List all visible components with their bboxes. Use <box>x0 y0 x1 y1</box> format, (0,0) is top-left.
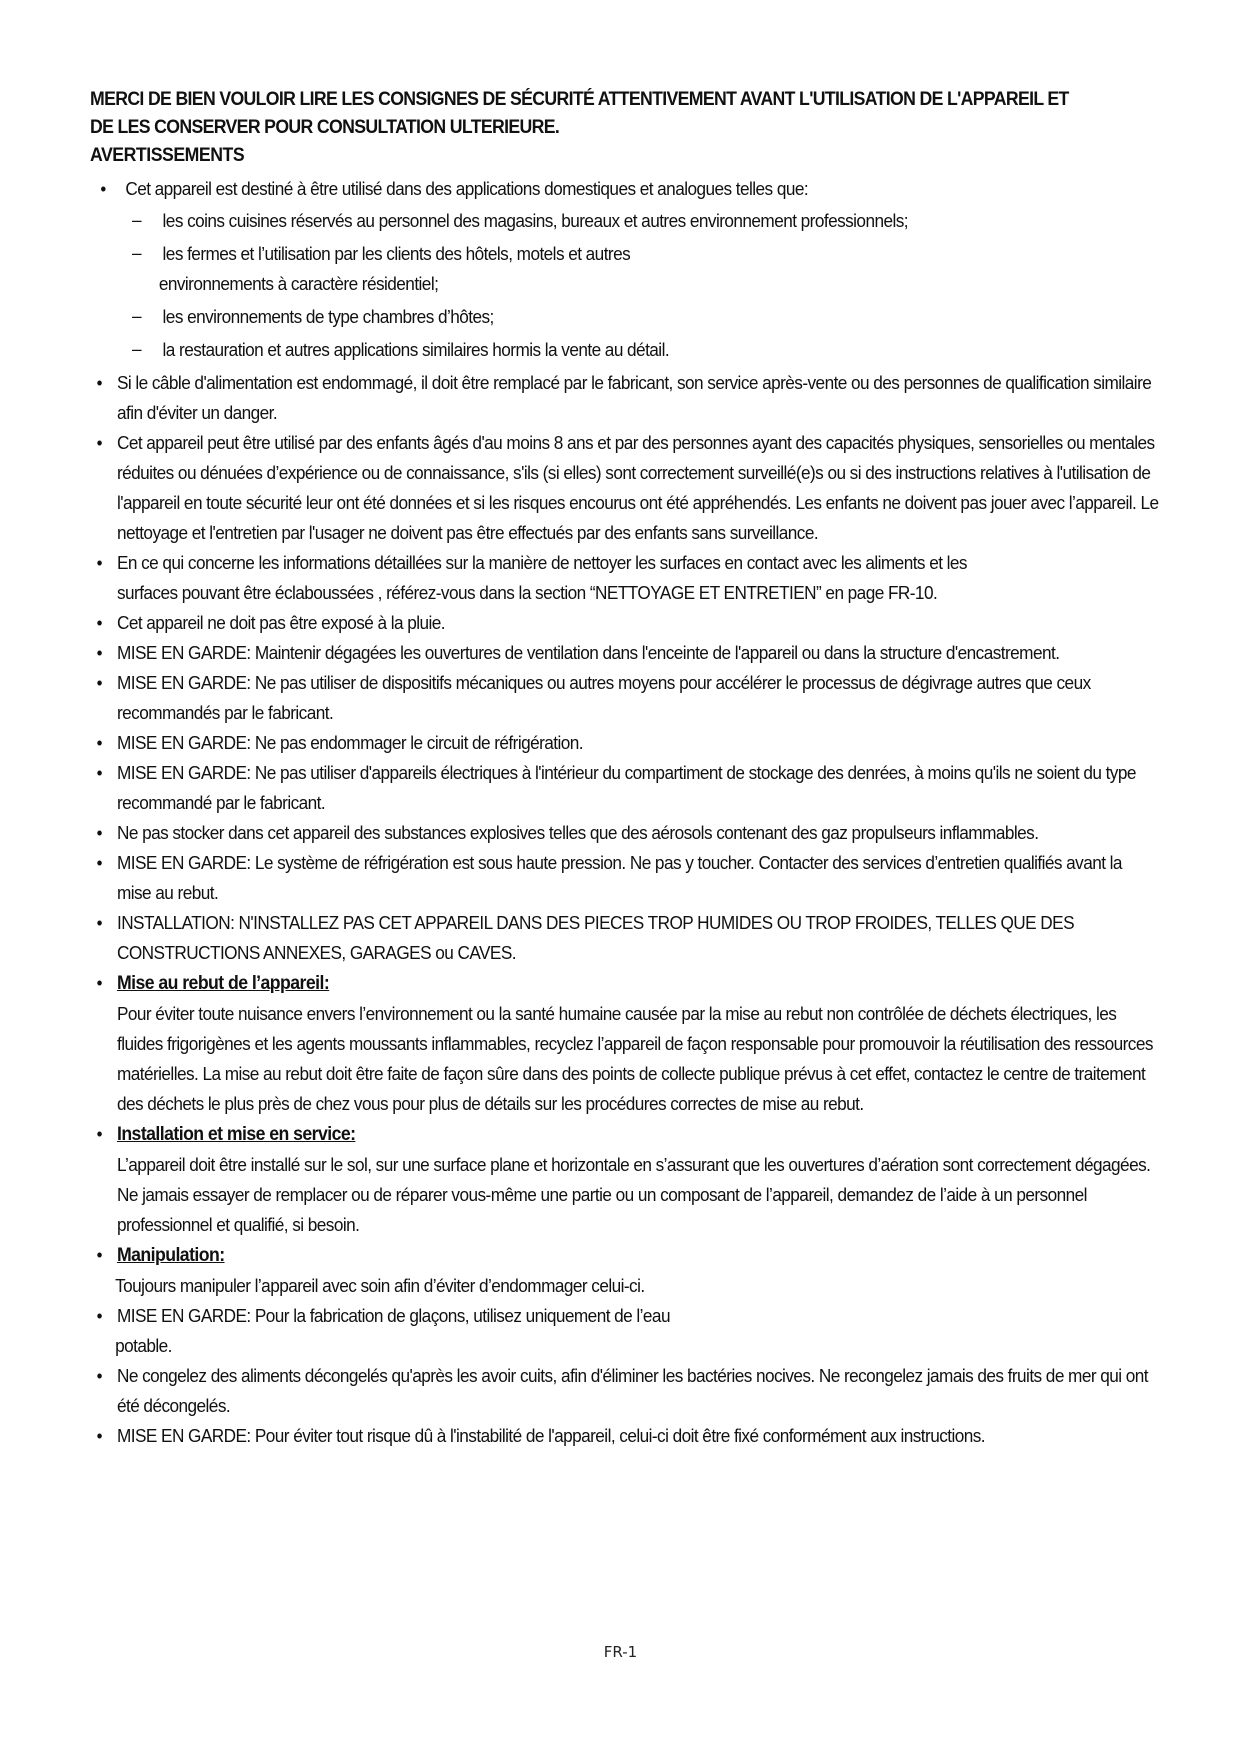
bullet-icon: • <box>96 1366 102 1386</box>
item-text: En ce qui concerne les informations détaillées sur la manière de nettoyer les surfaces en contact avec les aliments et les <box>116 552 967 573</box>
list-item-ventilation <box>90 638 1160 668</box>
bullet-icon: • <box>96 1124 102 1144</box>
sub-item-text: les coins cuisines réservés au personnel des magasins, bureaux et autres environnement professionnels; <box>162 210 909 231</box>
bullet-icon: • <box>96 1306 102 1326</box>
bullet-icon: • <box>96 1426 102 1446</box>
handling-title: Manipulation: <box>116 1245 225 1266</box>
bullet-icon: • <box>96 553 102 573</box>
item-text: Ne congelez des aliments décongelés qu'après les avoir cuits, afin d'éliminer les bactéries nocives. Ne recongelez jamais des fruits de mer qui ont été décongelés. <box>116 1365 1148 1416</box>
bullet-icon: • <box>96 373 102 393</box>
list-item-children <box>90 428 1160 548</box>
item-text: Cet appareil peut être utilisé par des enfants âgés d'au moins 8 ans et par des personnes ayant des capacités physiques, sensorielles ou mentales réduites ou dénuées d’expérience ou de connaissance, s'ils (si elles) sont correctement surveillé(e)s ou si des instructions relatives à l'utilisation de l'appareil en toute sécurité leur ont été données et si les risques encourus ont été appréhendés. Les enfants ne doivent pas jouer avec l’appareil. Le nettoyage et l'entretien par l'usager ne doivent pas être effectués par des enfants sans surveillance. <box>116 432 1159 543</box>
sub-item-kitchens <box>125 206 1159 236</box>
sub-item-farms <box>125 239 1159 299</box>
bullet-icon: • <box>96 673 102 693</box>
sub-item-text: les environnements de type chambres d’hôtes; <box>162 306 494 327</box>
bullet-icon: • <box>96 733 102 753</box>
bullet-icon: • <box>96 763 102 783</box>
item-text: potable. <box>115 1335 172 1356</box>
list-item-pressure <box>90 848 1160 908</box>
installation-title: Installation et mise en service: <box>116 1124 356 1145</box>
disposal-title: Mise au rebut de l’appareil: <box>116 973 330 994</box>
list-item-stability <box>90 1421 1160 1451</box>
intended-use-text: Cet appareil est destiné à être utilisé dans des applications domestiques et analogues telles que: <box>125 178 809 199</box>
list-item-rain <box>90 608 1160 638</box>
list-item-intended-use <box>90 174 1160 365</box>
bullet-icon: • <box>100 179 106 199</box>
list-item-disposal <box>90 968 1160 1119</box>
sub-item-text: les fermes et l’utilisation par les clients des hôtels, motels et autres <box>162 243 631 264</box>
safety-heading <box>90 86 1160 142</box>
item-text: MISE EN GARDE: Le système de réfrigération est sous haute pression. Ne pas y toucher. Contacter des services d’entretien qualifiés avant la mise au rebut. <box>116 852 1122 903</box>
warnings-title: AVERTISSEMENTS <box>90 145 245 166</box>
installation-body: L’appareil doit être installé sur le sol, sur une surface plane et horizontale en s’assurant que les ouvertures d’aération sont correctement dégagées. Ne jamais essayer de remplacer ou de réparer vous-même une partie ou un composant de l’appareil, demandez de l’aide à un personnel professionnel et qualifié, si besoin. <box>116 1154 1151 1235</box>
list-item-circuit <box>90 728 1160 758</box>
sub-item-text: la restauration et autres applications similaires hormis la vente au détail. <box>162 339 670 360</box>
handling-body: Toujours manipuler l’appareil avec soin afin d’éviter d’endommager celui-ci. <box>115 1275 645 1296</box>
item-text: INSTALLATION: N'INSTALLEZ PAS CET APPAREIL DANS DES PIECES TROP HUMIDES OU TROP FROIDES, TELLES QUE DES CONSTRUCTIONS ANNEXES, GARAGES ou CAVES. <box>116 912 1075 963</box>
sub-item-catering <box>125 335 1159 365</box>
dash-icon: – <box>131 242 142 263</box>
item-text: MISE EN GARDE: Ne pas utiliser d'appareils électriques à l'intérieur du compartiment de stockage des denrées, à moins qu'ils ne soient du type recommandé par le fabricant. <box>116 762 1136 813</box>
item-text: MISE EN GARDE: Pour éviter tout risque dû à l'instabilité de l'appareil, celui-ci doit être fixé conformément aux instructions. <box>116 1425 986 1446</box>
safety-heading-line2: DE LES CONSERVER POUR CONSULTATION ULTERIEURE. <box>90 117 560 138</box>
bullet-icon: • <box>96 613 102 633</box>
list-item-installation <box>90 1119 1160 1240</box>
item-text: MISE EN GARDE: Ne pas endommager le circuit de réfrigération. <box>116 732 584 753</box>
list-item-installation-caps <box>90 908 1160 968</box>
list-item-explosive <box>90 818 1160 848</box>
list-item-cleaning <box>90 548 1160 608</box>
item-text: MISE EN GARDE: Ne pas utiliser de dispositifs mécaniques ou autres moyens pour accélérer le processus de dégivrage autres que ceux recommandés par le fabricant. <box>116 672 1091 723</box>
item-text: Si le câble d'alimentation est endommagé, il doit être remplacé par le fabricant, son service après-vente ou des personnes de qualification similaire afin d'éviter un danger. <box>116 372 1152 423</box>
safety-heading-line1: MERCI DE BIEN VOULOIR LIRE LES CONSIGNES DE SÉCURITÉ ATTENTIVEMENT AVANT L'UTILISATION DE L'APPAREIL ET <box>90 89 1069 110</box>
list-item-ice <box>90 1301 1160 1361</box>
list-item-defrost <box>90 668 1160 728</box>
dash-icon: – <box>131 305 142 326</box>
dash-icon: – <box>131 338 142 359</box>
bullet-icon: • <box>96 853 102 873</box>
bullet-icon: • <box>96 643 102 663</box>
sub-item-guesthouses <box>125 302 1159 332</box>
bullet-icon: • <box>96 823 102 843</box>
item-text: Ne pas stocker dans cet appareil des substances explosives telles que des aérosols contenant des gaz propulseurs inflammables. <box>116 822 1039 843</box>
bullet-icon: • <box>96 433 102 453</box>
disposal-body: Pour éviter toute nuisance envers l’environnement ou la santé humaine causée par la mise au rebut non contrôlée de déchets électriques, les fluides frigorigènes et les agents moussants inflammables, recyclez l’appareil de façon responsable pour promouvoir la réutilisation des ressources matérielles. La mise au rebut doit être faite de façon sûre dans des points de collecte publique prévus à cet effet, contactez le centre de traitement des déchets le plus près de chez vous pour plus de détails sur les procédures correctes de mise au rebut. <box>116 1003 1153 1114</box>
sub-item-continuation: environnements à caractère résidentiel; <box>158 273 439 294</box>
item-text: MISE EN GARDE: Pour la fabrication de glaçons, utilisez uniquement de l’eau <box>116 1305 670 1326</box>
bullet-icon: • <box>96 913 102 933</box>
list-item-refreeze <box>90 1361 1160 1421</box>
bullet-icon: • <box>96 1245 102 1265</box>
warnings-list <box>90 174 1160 1451</box>
safety-content <box>90 86 1160 1451</box>
item-text: Cet appareil ne doit pas être exposé à la pluie. <box>116 612 446 633</box>
intended-use-sublist <box>125 206 1159 365</box>
item-text: surfaces pouvant être éclaboussées , référez-vous dans la section “NETTOYAGE ET ENTRETIEN” en page FR-10. <box>116 582 938 603</box>
list-item-cable <box>90 368 1160 428</box>
list-item-handling <box>90 1240 1160 1301</box>
page-number: FR-1 <box>603 1643 638 1661</box>
bullet-icon: • <box>96 973 102 993</box>
item-text: MISE EN GARDE: Maintenir dégagées les ouvertures de ventilation dans l'enceinte de l'appareil ou dans la structure d'encastrement. <box>116 642 1060 663</box>
dash-icon: – <box>131 209 142 230</box>
list-item-electric <box>90 758 1160 818</box>
